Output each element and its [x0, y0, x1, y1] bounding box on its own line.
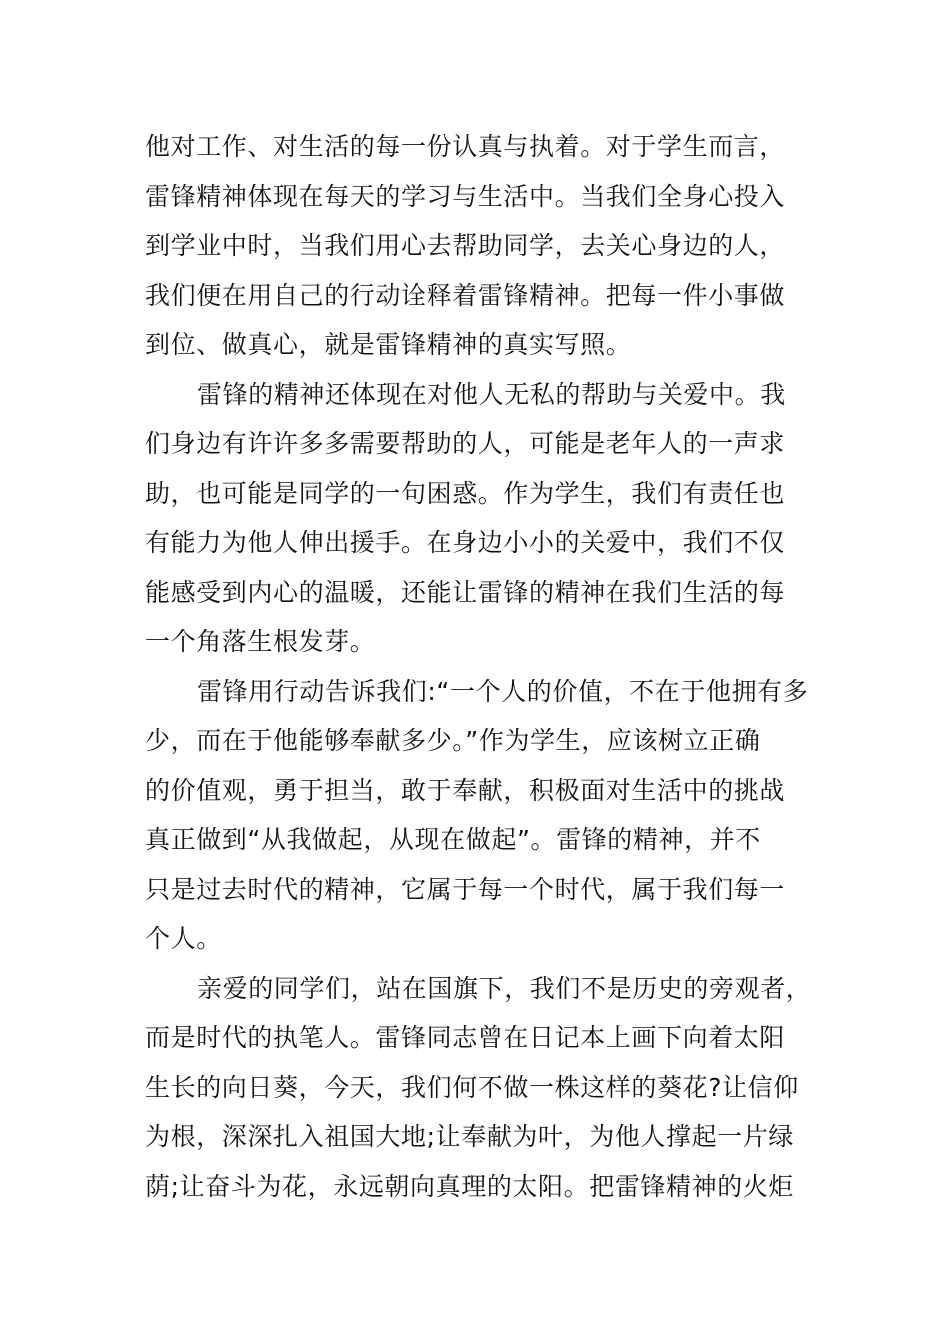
text-line: 为根，深深扎入祖国大地;让奉献为叶，为他人撑起一片绿: [145, 1122, 795, 1151]
text-line: 只是过去时代的精神，它属于每一个时代，属于我们每一: [145, 874, 786, 904]
text-line: 雷锋的精神还体现在对他人无私的帮助与关爱中。我: [197, 379, 786, 409]
paragraph-helping-others: [145, 370, 845, 667]
text-line: 有能力为他人伸出援手。在身边小小的关爱中，我们不仅: [145, 528, 786, 557]
text-line: 个人。: [145, 924, 222, 953]
text-line: 雷锋精神体现在每天的学习与生活中。当我们全身心投入: [145, 181, 786, 211]
text-line: 到学业中时，当我们用心去帮助同学，去关心身边的人，: [145, 231, 786, 260]
text-line: 少，而在于他能够奉献多少。”作为学生，应该树立正确: [145, 726, 761, 755]
paragraph-closing-call: [145, 964, 845, 1212]
text-line: 雷锋用行动告诉我们:“一个人的价值，不在于他拥有多: [197, 676, 809, 706]
text-line: 到位、做真心，就是雷锋精神的真实写照。: [145, 330, 632, 359]
text-line: 他对工作、对生活的每一份认真与执着。对于学生而言，: [145, 132, 786, 161]
text-line: 荫;让奋斗为花，永远朝向真理的太阳。把雷锋精神的火炬: [145, 1171, 795, 1201]
text-line: 生长的向日葵，今天，我们何不做一株这样的葵花?让信仰: [145, 1072, 799, 1102]
text-line: 一个角落生根发芽。: [145, 627, 376, 656]
paragraph-continuation: [145, 122, 845, 370]
text-line: 而是时代的执笔人。雷锋同志曾在日记本上画下向着太阳: [145, 1023, 786, 1052]
text-line: 能感受到内心的温暖，还能让雷锋的精神在我们生活的每: [145, 577, 786, 607]
document-body: [145, 122, 845, 1211]
text-line: 我们便在用自己的行动诠释着雷锋精神。把每一件小事做: [145, 280, 786, 310]
text-line: 助，也可能是同学的一句困惑。作为学生，我们有责任也: [145, 478, 786, 508]
paragraph-value-of-life: [145, 667, 845, 964]
text-line: 的价值观，勇于担当，敢于奉献，积极面对生活中的挑战: [145, 775, 786, 805]
text-line: 们身边有许许多多需要帮助的人，可能是老年人的一声求: [145, 429, 786, 458]
text-line: 真正做到“从我做起，从现在做起”。雷锋的精神，并不: [145, 825, 761, 854]
text-line: 亲爱的同学们，站在国旗下，我们不是历史的旁观者，: [197, 973, 812, 1003]
